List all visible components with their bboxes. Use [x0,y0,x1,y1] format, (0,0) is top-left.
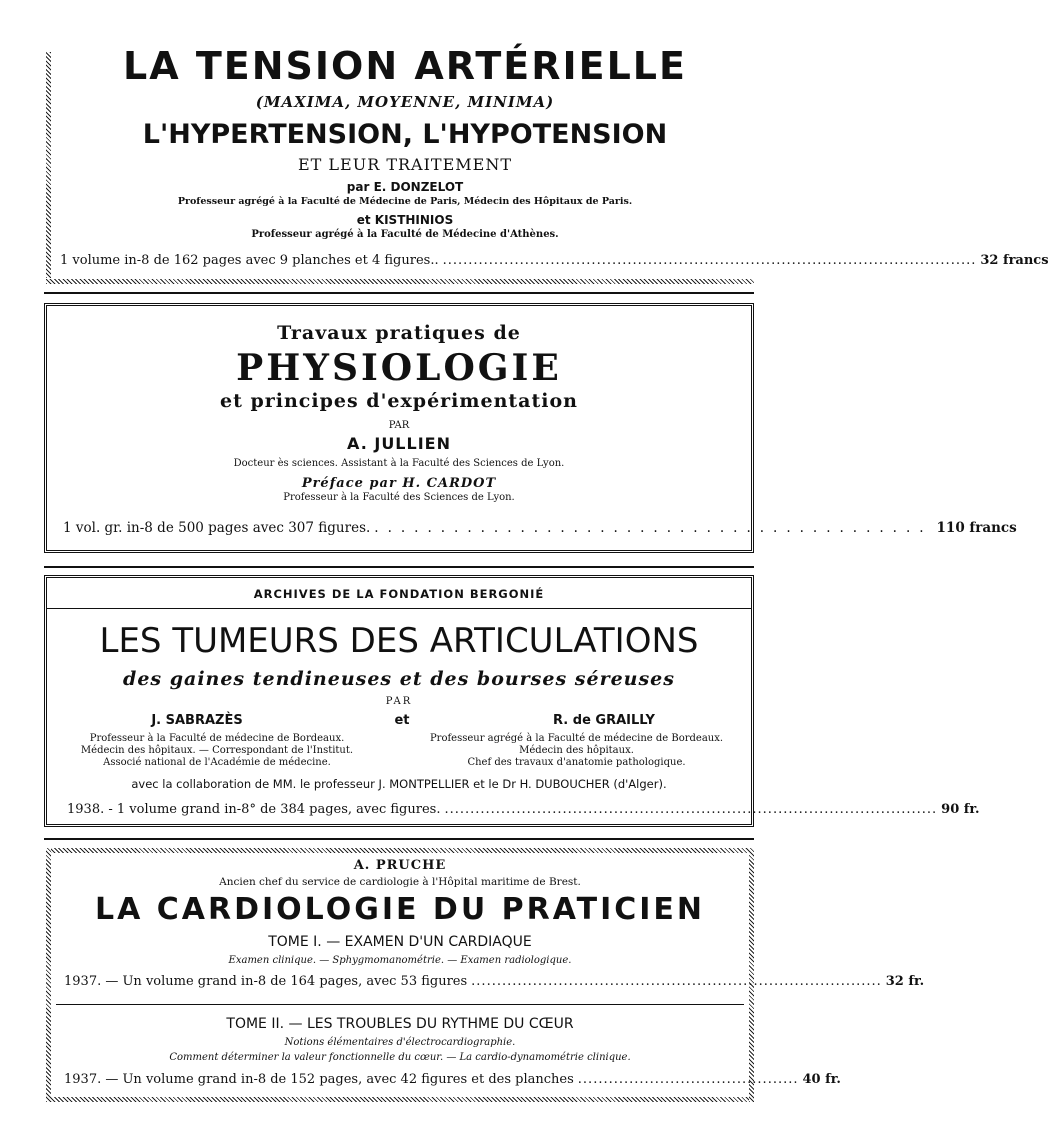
ad3-subtitle: des gaines tendineuses et des bourses séreuses [123,668,675,690]
ad3-price: 90 fr. [941,802,980,817]
ad3-et: et [394,713,410,728]
ad3-author2: R. de GRAILLY [553,713,655,728]
ad2-preface-desc: Professeur à la Faculté des Sciences de Lyon. [283,492,515,503]
separator-rule [44,566,754,568]
ad1-price: 32 francs [980,253,1049,268]
ad3-title: LES TUMEURS DES ARTICULATIONS [99,621,699,661]
ad3-par: PAR [385,696,413,707]
ad3-volume-row [67,802,980,817]
hatch-border-bottom [46,279,754,284]
ad2-author: A. JULLIEN [347,434,451,453]
ad3-a1-line2: Médecin des hôpitaux. — Correspondant de l'Institut. [80,745,354,756]
ad4-tome1-desc: Examen clinique. — Sphygmomanométrie. — Examen radiologique. [228,955,572,966]
ad1-title3: ET LEUR TRAITEMENT [297,155,513,174]
ad4-author: A. PRUCHE [353,858,447,873]
ad1-volume-row [60,253,1049,268]
ad4-tome1-volume-row [64,974,925,989]
ad3-author2-desc [402,733,751,769]
ad2-author-desc: Docteur ès sciences. Assistant à la Faculté des Sciences de Lyon. [233,458,565,469]
ad3-author1: J. SABRAZÈS [151,713,243,728]
ad1-subtitle: (MAXIMA, MOYENNE, MINIMA) [255,93,555,111]
ad2-line1: Travaux pratiques de [277,322,521,344]
ad3-a2-line1: Professeur agrégé à la Faculté de médecine de Bordeaux. [429,733,724,744]
ad3-a1-line3: Associé national de l'Académie de médecine. [103,757,331,768]
hatch-border-top [46,848,754,853]
hatch-border-left [46,52,51,278]
ad3-header-rule [47,608,751,609]
ad1-volume: 1 volume in-8 de 162 pages avec 9 planches et 4 figures.. [60,253,439,268]
ad3-a1-line1: Professeur à la Faculté de médecine de Bordeaux. [89,733,345,744]
ad2-preface: Préface par H. CARDOT [301,476,497,491]
ad2-volume-row [63,520,1017,536]
leader-dots: ................................................................................ [471,974,882,989]
hatch-border-left [46,848,51,1102]
ad3-header: ARCHIVES DE LA FONDATION BERGONIÉ [253,587,545,601]
ad4-tome1-price: 32 fr. [885,974,925,989]
ad4-tome1-volume: 1937. — Un volume grand in-8 de 164 pages, avec 53 figures [64,974,468,989]
ad1-title2: L'HYPERTENSION, L'HYPOTENSION [142,119,668,150]
separator-rule [44,838,754,840]
separator-rule [44,292,754,294]
leader-dots: ................................................................................................ [444,802,938,817]
ad4-author-desc: Ancien chef du service de cardiologie à l'Hôpital maritime de Brest. [219,876,581,888]
ad4-tome1: TOME I. — EXAMEN D'UN CARDIAQUE [268,934,532,950]
ad4-tome2-desc2: Comment déterminer la valeur fonctionnelle du cœur. — La cardio-dynamométrie clinique. [169,1052,631,1063]
ad2-par: PAR [388,420,410,431]
ad3-a2-line3: Chef des travaux d'anatomie pathologique. [467,757,686,768]
ad1-author2: et KISTHINIOS [356,213,454,227]
ad4-divider [56,1004,744,1005]
ad-physiologie [44,303,1017,553]
ad4-tome2-price: 40 fr. [802,1072,841,1087]
ad1-author1-desc: Professeur agrégé à la Faculté de Médecine de Paris, Médecin des Hôpitaux de Paris. [177,196,633,207]
ad4-tome2: TOME II. — LES TROUBLES DU RYTHME DU CŒUR [226,1016,574,1032]
ad4-tome2-desc1: Notions élémentaires d'électrocardiographie. [284,1037,516,1048]
ad1-author2-desc: Professeur agrégé à la Faculté de Médecine d'Athènes. [251,229,559,240]
ad2-title: PHYSIOLOGIE [236,347,562,389]
ad2-price: 110 francs [936,520,1017,536]
leader-dots: ........................................................................................................ [442,253,977,268]
ad2-volume: 1 vol. gr. in-8 de 500 pages avec 307 figures. [63,520,371,536]
ad2-line3: et principes d'expérimentation [220,390,578,412]
ad4-tome2-volume-row [64,1072,841,1087]
hatch-border-bottom [46,1097,754,1102]
ad1-author1: par E. DONZELOT [346,180,464,194]
leader-dots: ........................................... [577,1072,799,1087]
ad-tumeurs [44,575,980,827]
ad3-collab: avec la collaboration de MM. le professeur J. MONTPELLIER et le Dr H. DUBOUCHER (d'Alger). [131,777,667,791]
ad3-volume: 1938. - 1 volume grand in-8° de 384 pages, avec figures. [67,802,441,817]
leader-dots: .......................................... [374,520,933,536]
ad3-author1-desc [47,733,387,769]
ad3-a2-line2: Médecin des hôpitaux. [519,745,634,756]
ad1-title: LA TENSION ARTÉRIELLE [123,44,687,88]
ad4-tome2-volume: 1937. — Un volume grand in-8 de 152 pages, avec 42 figures et des planches [64,1072,574,1087]
ad4-title: LA CARDIOLOGIE DU PRATICIEN [94,892,706,927]
